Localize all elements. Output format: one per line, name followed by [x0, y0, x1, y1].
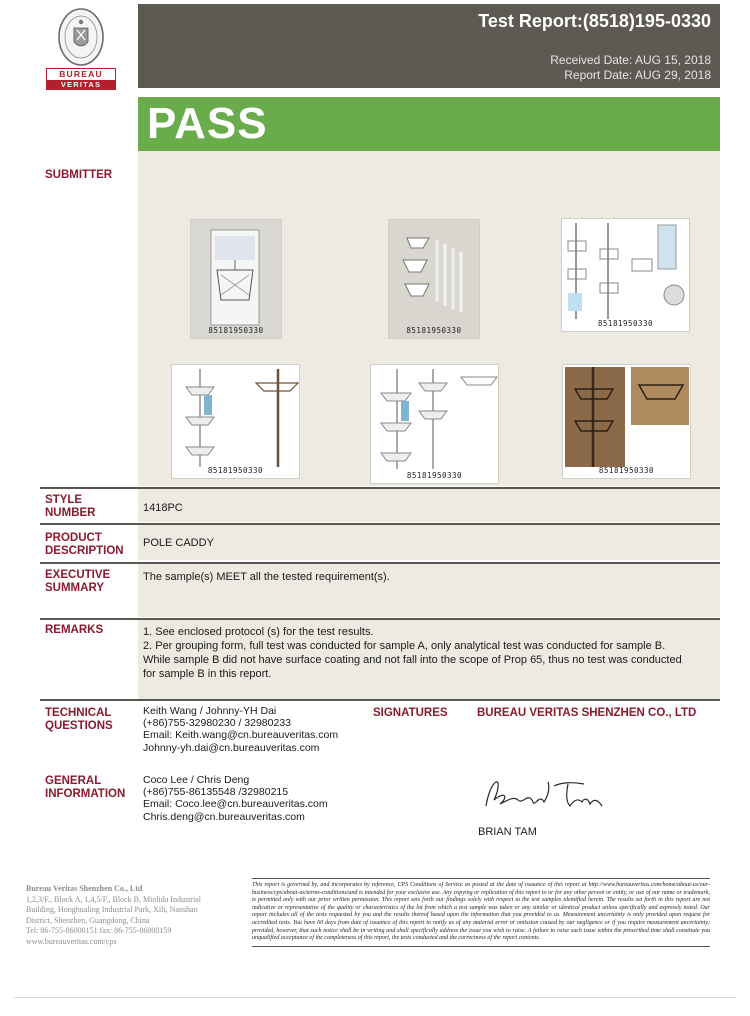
- label-line: PRODUCT: [45, 532, 102, 544]
- remarks-line: for sample B in this report.: [143, 668, 272, 680]
- photo-caption: 85181950330: [406, 326, 462, 335]
- footer-phone: Tel: 86-755-86000151 fax: 86-755-86000159: [26, 926, 172, 935]
- footer-address-line: 1,2,3/F., Block A, 1,4,5/F., Block B, Minlida Industrial: [26, 894, 201, 904]
- caddy-illustration: [172, 365, 300, 470]
- remarks-line: 1. See enclosed protocol (s) for the test results.: [143, 626, 374, 638]
- company-address-block: [26, 884, 236, 947]
- contact-email[interactable]: Johnny-yh.dai@cn.bureauveritas.com: [143, 741, 320, 754]
- contact-names: Coco Lee / Chris Deng: [143, 774, 250, 786]
- result-text: PASS: [147, 99, 268, 148]
- label-line: DESCRIPTION: [45, 545, 124, 557]
- label-line: GENERAL: [45, 775, 102, 787]
- remarks-line: 2. Per grouping form, full test was conducted for sample A, only analytical test was conducted for sample B.: [143, 640, 666, 652]
- signer-name: BRIAN TAM: [478, 826, 537, 838]
- technical-questions-label: [45, 707, 113, 733]
- product-photo: [562, 364, 691, 479]
- section-divider: [40, 699, 720, 701]
- label-line: EXECUTIVE: [45, 569, 111, 581]
- product-photo: [388, 219, 480, 339]
- general-information-label: [45, 775, 125, 801]
- packaging-illustration: [191, 220, 282, 330]
- footer-address-line: Building, Honghualing Industrial Park, Xili, Nanshan: [26, 905, 198, 914]
- report-title: Test Report:(8518)195-0330: [478, 11, 711, 31]
- photo-caption: 85181950330: [598, 466, 655, 475]
- parts-illustration: [389, 220, 480, 330]
- received-date: Received Date: AUG 15, 2018: [550, 53, 711, 67]
- caddy-illustration: [371, 365, 499, 475]
- footer-website[interactable]: www.bureauveritas.com/cps: [26, 936, 117, 946]
- caddy-illustration: [563, 365, 691, 470]
- product-photo: [561, 218, 690, 332]
- logo-wordmark: [46, 68, 116, 90]
- label-line: INFORMATION: [45, 788, 126, 800]
- footer-company-name: Bureau Veritas Shenzhen Co., Ltd: [26, 884, 143, 893]
- product-description-panel: [138, 525, 720, 560]
- remarks-label: REMARKS: [45, 624, 104, 636]
- product-description-label: [45, 532, 124, 558]
- executive-summary-label: [45, 569, 110, 595]
- product-description-value: POLE CADDY: [143, 537, 214, 549]
- product-photo: [171, 364, 300, 479]
- technical-questions-contact: [143, 705, 338, 754]
- executive-summary-value: The sample(s) MEET all the tested requirement(s).: [143, 571, 390, 583]
- page-bottom-rule: [14, 997, 736, 998]
- remarks-text: [143, 625, 718, 681]
- remarks-line: While sample B did not have surface coating and not fall into the scope of Prop 65, thus no test was conducted: [143, 654, 682, 666]
- handwritten-signature: [478, 776, 610, 820]
- submitter-label: SUBMITTER: [45, 169, 113, 181]
- label-line: NUMBER: [45, 507, 96, 519]
- product-photo: [370, 364, 499, 484]
- photo-caption: 85181950330: [597, 319, 654, 328]
- style-number-panel: [138, 489, 720, 522]
- photo-caption: 85181950330: [207, 466, 264, 475]
- label-line: QUESTIONS: [45, 720, 113, 732]
- report-header: [138, 4, 720, 88]
- contact-names: Keith Wang / Johnny-YH Dai: [143, 705, 277, 717]
- label-line: TECHNICAL: [45, 707, 112, 719]
- seal-icon: [46, 6, 116, 68]
- label-line: STYLE: [45, 494, 83, 506]
- contact-email[interactable]: Email: Keith.wang@cn.bureauveritas.com: [143, 729, 339, 742]
- contact-phone: (+86)755-86135548 /32980215: [143, 786, 289, 799]
- catalog-illustration: [562, 219, 690, 323]
- product-photo: [190, 219, 282, 339]
- legal-disclaimer: This report is governed by, and incorporates by reference, CPS Conditions of Service as posted at the date of issuance of this report at http://www.bureauveritas.com/home/about-us/our-business/cps/about-us/terms-conditions/and is intended for your exclusive use. Any copying or replication of this report to or for any other person or entity, or use of our name or trademark, is permitted only with our prior written permission. This report sets forth our findings solely with respect to the test samples identified herein. The results set forth in this report are not indicative or representative of the quality or characteristics of the lot from which a test sample was taken or any similar or identical product unless specifically and expressly noted. Our report includes all of the tests requested by you and the results thereof based upon the information that you provided to us. Measurement uncertainty is only provided upon request for accredited tests. You have 60 days from date of issuance of this report to notify us of any material error or omission caused by our negligence or if you require measurement uncertainty; provided, however, that such notice shall be in writing and shall specifically address the issue you wish to raise. A failure to raise such issue within the prescribed time shall constitute you unqualified acceptance of the completeness of this report, the tests conducted and the correctness of the report contents.: [252, 878, 710, 947]
- signing-company: BUREAU VERITAS SHENZHEN CO., LTD: [477, 707, 697, 719]
- style-number-value: 1418PC: [143, 502, 183, 514]
- contact-phone: (+86)755-32980230 / 32980233: [143, 717, 292, 730]
- general-information-contact: [143, 774, 328, 823]
- contact-email[interactable]: Chris.deng@cn.bureauveritas.com: [143, 810, 305, 823]
- bureau-veritas-logo: [46, 6, 116, 90]
- report-date: Report Date: AUG 29, 2018: [564, 68, 711, 82]
- result-banner: [138, 97, 720, 151]
- photo-caption: 85181950330: [406, 471, 463, 480]
- footer-address-line: District, Shenzhen, Guangdong, China: [26, 915, 150, 925]
- contact-email[interactable]: Email: Coco.lee@cn.bureauveritas.com: [143, 798, 328, 811]
- signatures-label: SIGNATURES: [373, 707, 448, 719]
- logo-word-bureau: BUREAU: [47, 69, 115, 80]
- label-line: SUMMARY: [45, 582, 104, 594]
- logo-word-veritas: VERITAS: [47, 80, 115, 89]
- photo-caption: 85181950330: [208, 326, 264, 335]
- style-number-label: [45, 494, 95, 520]
